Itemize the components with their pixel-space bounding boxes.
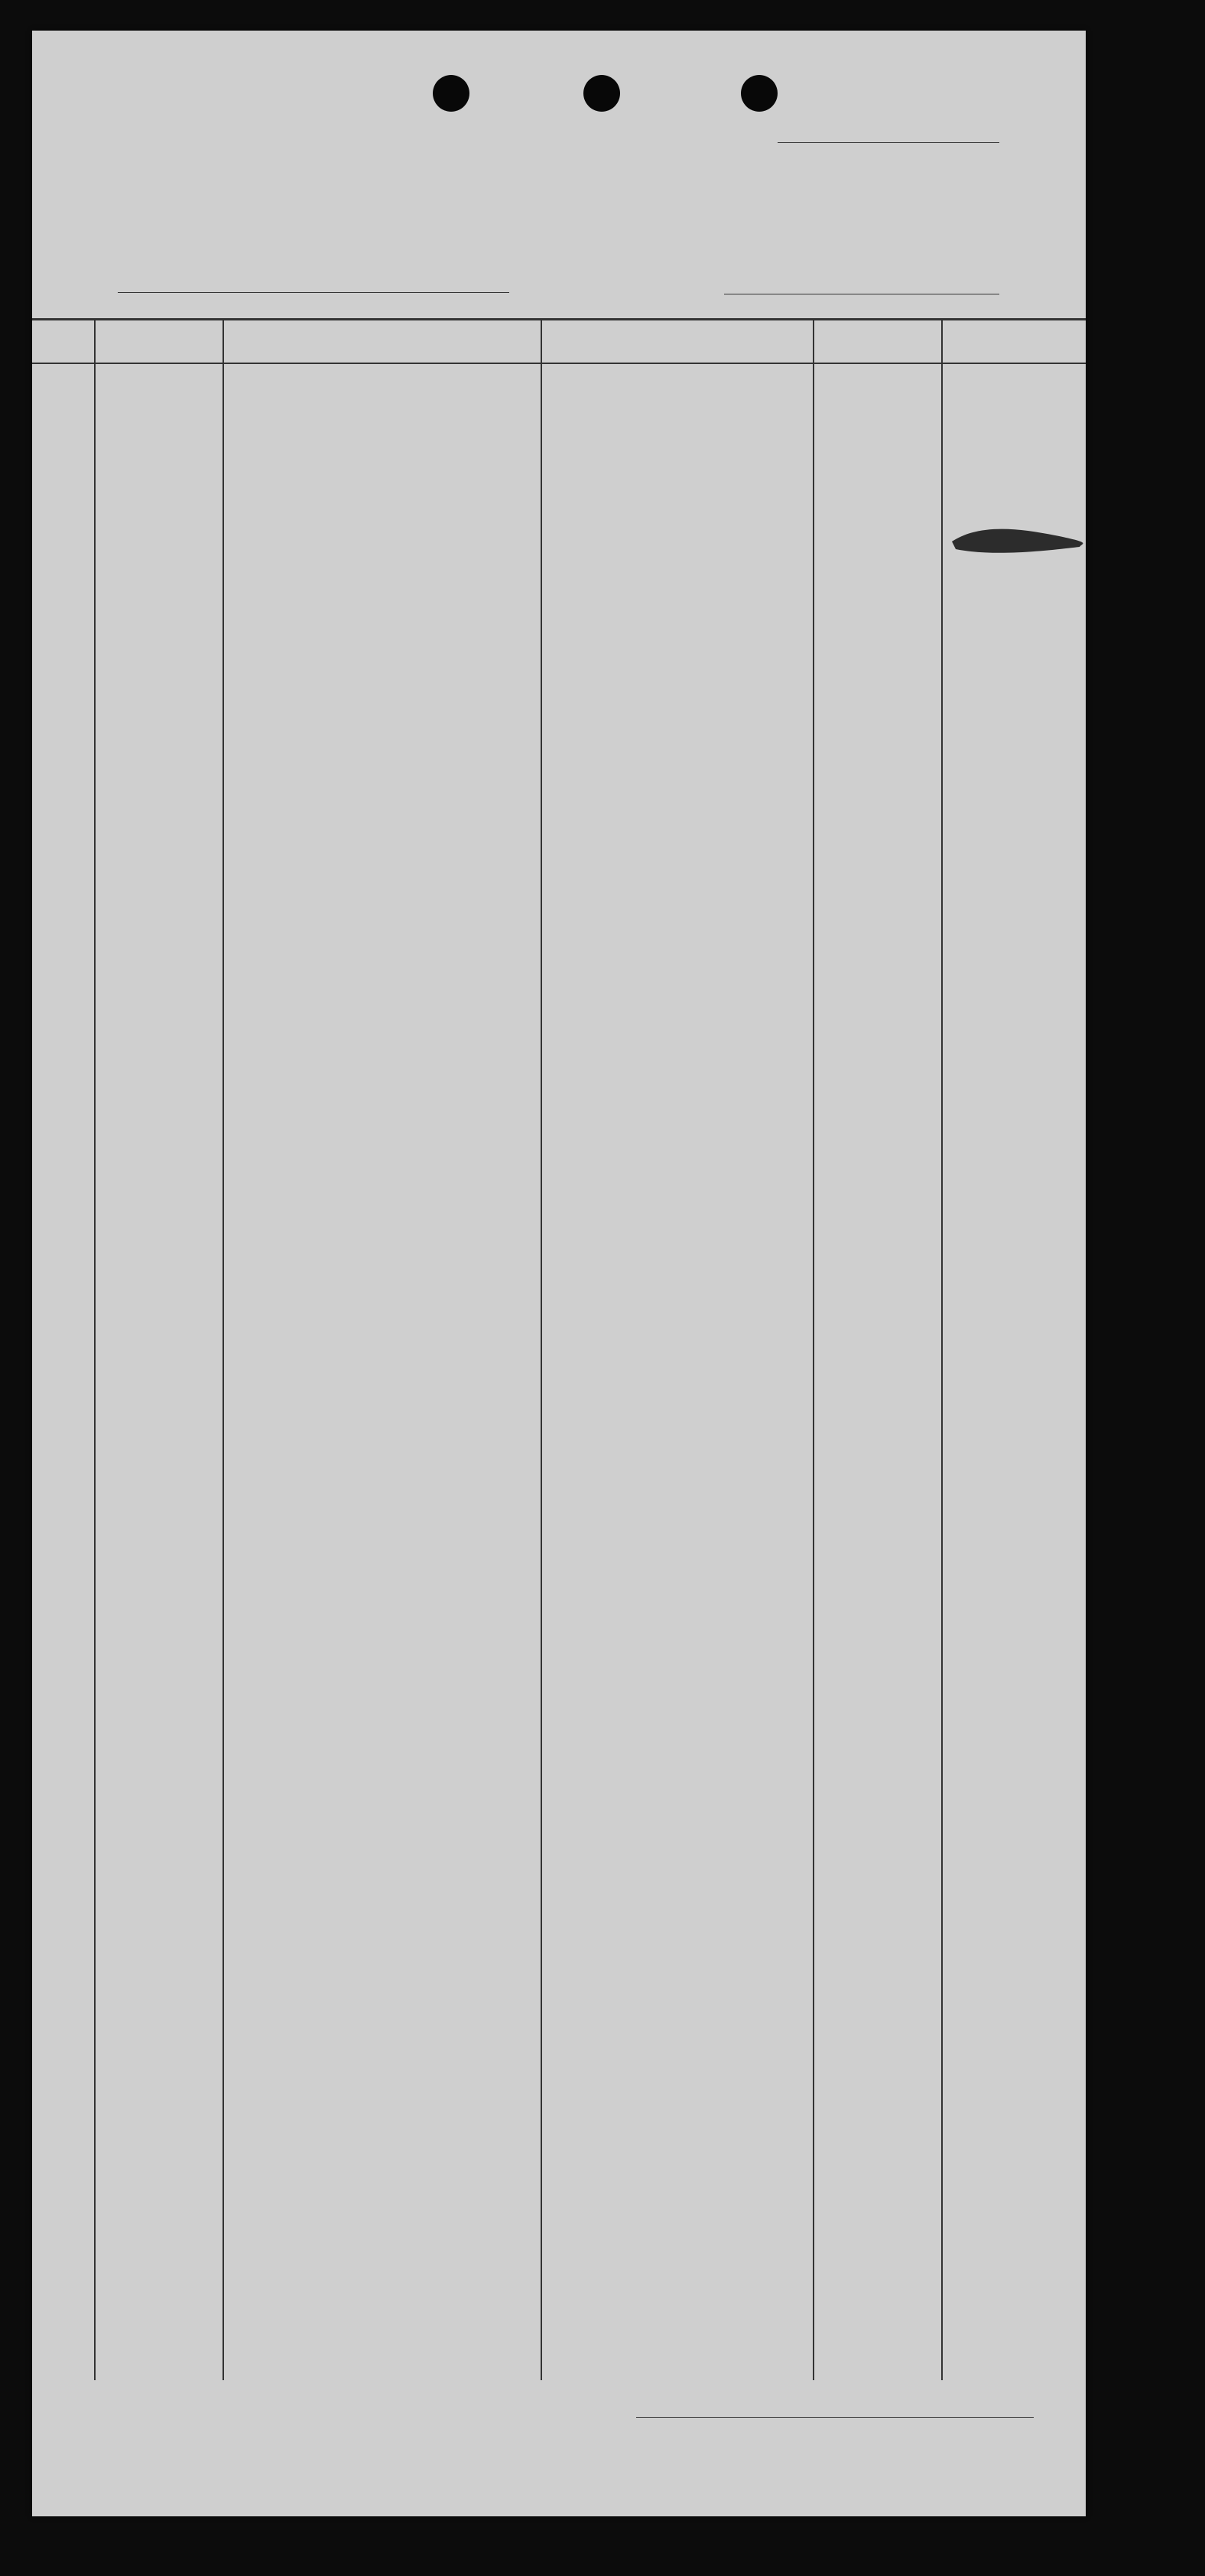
table-header-rule [32, 363, 1086, 364]
crew-list-document [32, 31, 1086, 2516]
table-row [32, 519, 1086, 538]
binder-hole-middle [583, 75, 620, 112]
column-header-no [32, 331, 93, 354]
column-header-rank [95, 331, 222, 354]
master-line [118, 292, 509, 293]
table-row [32, 557, 1086, 576]
column-header-remarks [942, 331, 1086, 354]
column-header-name [223, 331, 540, 354]
table-row [32, 576, 1086, 595]
column-divider-5 [941, 320, 943, 2380]
column-divider-3 [541, 320, 542, 2380]
arrived-line [778, 142, 999, 143]
column-header-birth [541, 331, 812, 354]
column-divider-2 [222, 320, 224, 2380]
signature-line [636, 2417, 1034, 2418]
table-top-rule [32, 318, 1086, 320]
column-header-nationality [814, 331, 940, 354]
table-row [32, 538, 1086, 557]
column-divider-4 [813, 320, 814, 2380]
binder-hole-left [433, 75, 469, 112]
binder-hole-right [741, 75, 778, 112]
column-divider-1 [94, 320, 96, 2380]
